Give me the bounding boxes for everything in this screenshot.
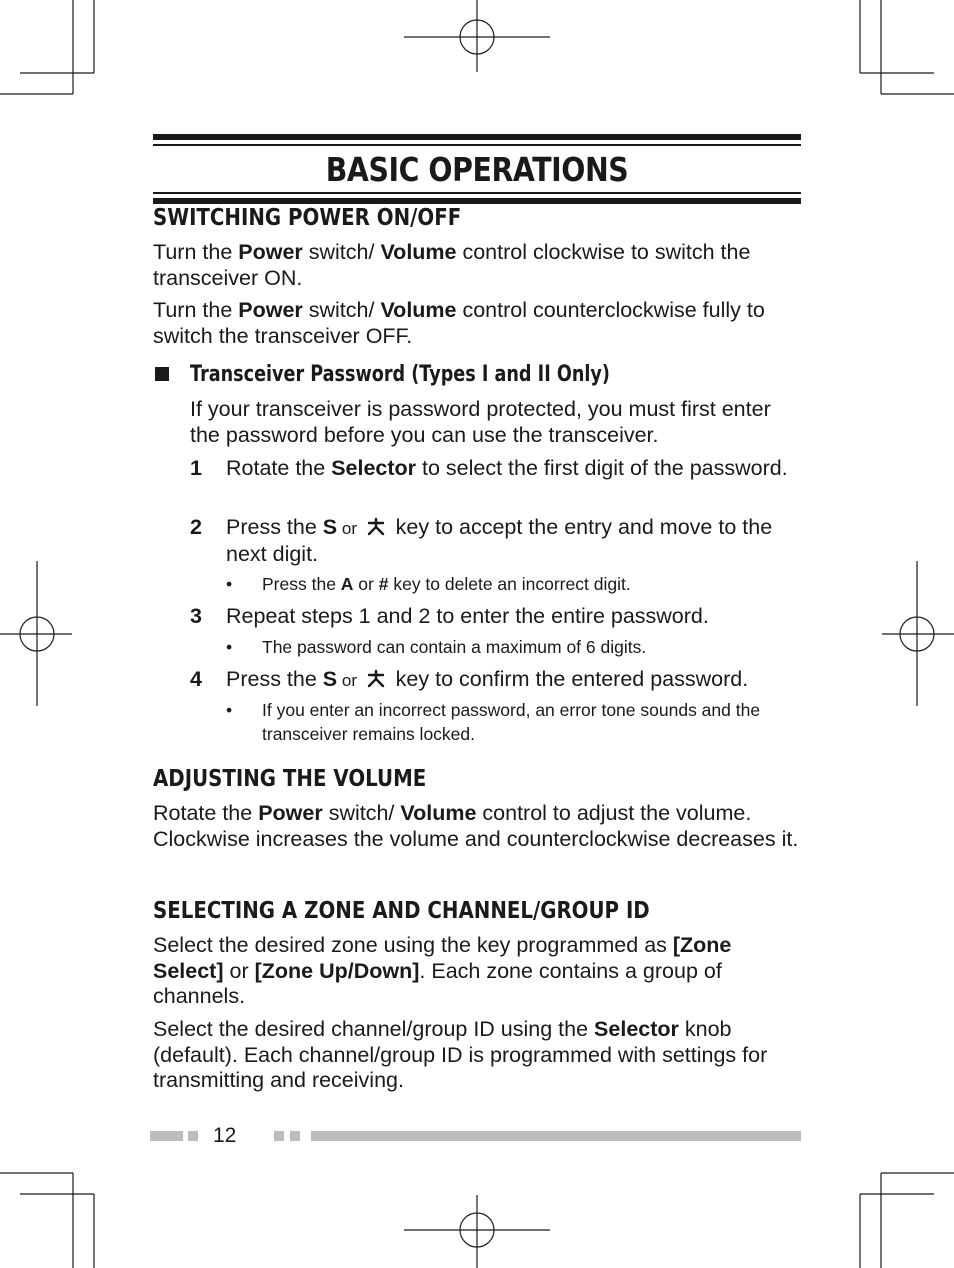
title-rule-top-thin — [153, 144, 801, 146]
footer-bar-dot-1 — [274, 1131, 284, 1141]
footer-bar-dot-2 — [290, 1131, 300, 1141]
footer-bar-left — [150, 1131, 183, 1141]
paragraph-power-off: Turn the Power switch/ Volume control counterclockwise fully to switch the transceiver OFF. — [153, 298, 765, 348]
paragraph-zone: Select the desired zone using the key programmed as [Zone Select] or [Zone Up/Down]. Each zone contains a group of channels. — [153, 933, 732, 1008]
bullet: • — [226, 700, 233, 720]
note-text: Press the A or # key to delete an incorrect digit. — [262, 574, 631, 594]
asterisk-key-icon — [366, 517, 386, 537]
step-text: Press the S or key to accept the entry and move to the next digit. — [226, 515, 773, 566]
square-bullet-icon — [155, 367, 169, 381]
footer-bar-left-small — [188, 1131, 198, 1141]
subsection-heading-password — [153, 361, 801, 389]
step-number: 3 — [190, 604, 202, 628]
section-heading-volume: ADJUSTING THE VOLUME — [153, 766, 427, 792]
page-title: BASIC OPERATIONS — [325, 150, 629, 189]
password-intro: If your transceiver is password protected, you must first enter the password before you can use the transceiver. — [190, 397, 771, 447]
page-footer — [153, 1124, 801, 1148]
step-number: 2 — [190, 515, 202, 539]
paragraph-volume: Rotate the Power switch/ Volume control to adjust the volume. Clockwise increases the volume and counterclockwise decreases it. — [153, 801, 799, 851]
bullet: • — [226, 637, 233, 657]
page-title-block — [153, 134, 801, 204]
step-number: 1 — [190, 456, 202, 480]
step-text: Repeat steps 1 and 2 to enter the entire password. — [226, 604, 709, 628]
section-heading-zone: SELECTING A ZONE AND CHANNEL/GROUP ID — [153, 898, 650, 924]
paragraph-power-on: Turn the Power switch/ Volume control clockwise to switch the transceiver ON. — [153, 240, 751, 290]
section-heading-power: SWITCHING POWER ON/OFF — [153, 205, 462, 231]
title-rule-bottom-thin — [153, 192, 801, 194]
step-text: Rotate the Selector to select the first digit of the password. — [226, 456, 788, 480]
asterisk-key-icon — [366, 669, 386, 689]
bullet: • — [226, 574, 233, 594]
note-text: If you enter an incorrect password, an error tone sounds and the transceiver remains locked. — [262, 700, 761, 744]
paragraph-channel: Select the desired channel/group ID using the Selector knob (default). Each channel/group ID is programmed with settings for transmitting and receiving. — [153, 1017, 768, 1092]
title-rule-top — [153, 134, 801, 140]
step-text: Press the S or key to confirm the entered password. — [226, 667, 749, 691]
page-number: 12 — [213, 1124, 237, 1147]
subsection-title: Transceiver Password (Types I and II Only) — [190, 362, 610, 387]
step-number: 4 — [190, 667, 202, 691]
footer-bar-right — [311, 1131, 801, 1141]
note-text: The password can contain a maximum of 6 digits. — [262, 637, 647, 657]
